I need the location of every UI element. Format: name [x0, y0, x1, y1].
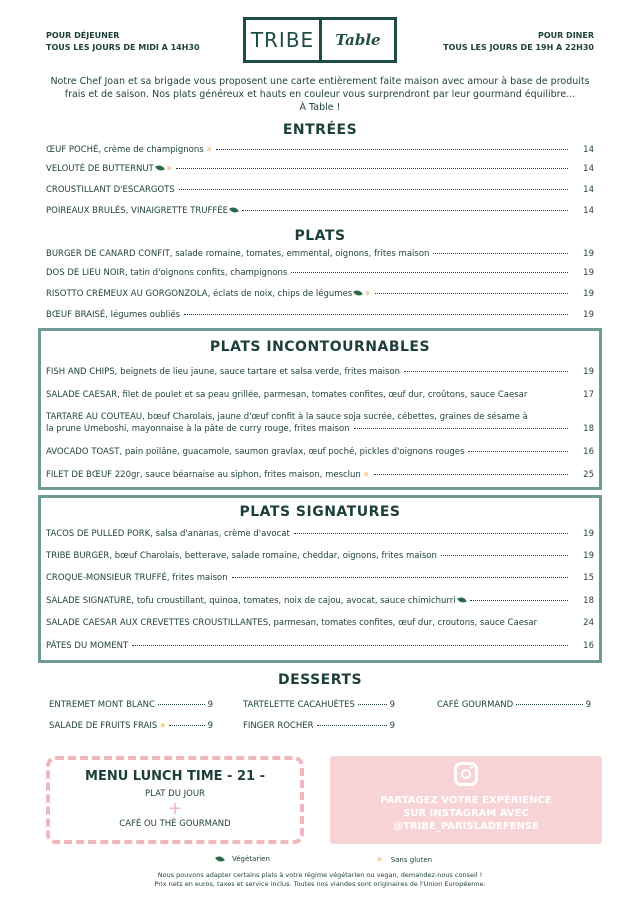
menu-item — [46, 185, 594, 195]
menu-item-price: 25 — [583, 470, 594, 480]
menu-item-text: TARTARE AU COUTEAU, bœuf Charolais, jaune d'œuf confit à la sauce soja sucrée, cébettes, graines de sésame à — [46, 412, 528, 422]
desserts-title: DESSERTS — [277, 672, 363, 688]
instagram-box — [330, 756, 602, 844]
logo-tribe: TRIBE — [246, 20, 322, 60]
legend-vegetarian — [214, 855, 270, 863]
instagram-handle: @TRIBE_PARISLADEFENSE — [393, 821, 539, 832]
menu-item-price: 19 — [583, 268, 594, 278]
dot-leader — [375, 293, 568, 294]
signatures-title: PLATS SIGNATURES — [239, 504, 401, 520]
dessert-price: 9 — [389, 700, 395, 710]
menu-item-price: 19 — [583, 289, 594, 299]
menu-item-text: CROQUE-MONSIEUR TRUFFÉ, frites maison — [46, 573, 228, 583]
dot-leader — [354, 428, 568, 429]
lunch-menu-box — [46, 756, 304, 844]
menu-item-text: BŒUF BRAISÉ, légumes oubliés — [46, 310, 180, 320]
dot-leader — [242, 210, 568, 211]
plats-title: PLATS — [294, 228, 346, 244]
footer-line: Nous pouvons adapter certains plats à votre régime végétarien ou vegan, demandez-nous conseil ! — [157, 871, 483, 879]
menu-item-text: BURGER DE CANARD CONFIT, salade romaine, tomates, emmental, oignons, frites maison — [46, 249, 430, 259]
menu-item — [46, 268, 594, 278]
dot-leader — [541, 622, 568, 623]
instagram-text — [330, 794, 602, 833]
dessert-price: 9 — [585, 700, 591, 710]
menu-item — [46, 411, 594, 435]
intro-line: frais et de saison. Nos plats généreux et hauts en couleur vous surprendront par leur gourmand équilibre... — [64, 89, 576, 100]
dot-leader — [232, 577, 568, 578]
dot-leader — [470, 600, 568, 601]
menu-item — [46, 164, 594, 174]
dessert-item — [437, 700, 591, 710]
dot-leader — [216, 149, 568, 150]
footer-line: Prix nets en euros, taxes et service inclus. Toutes nos viandes sont originaires de l'Union Européenne. — [154, 880, 486, 888]
dessert-item — [49, 721, 213, 731]
menu-item-price: 19 — [583, 249, 594, 259]
menu-item-text: la prune Umeboshi, mayonnaise à la pâte de curry rouge, frites maison — [46, 424, 350, 434]
dessert-item — [49, 700, 213, 710]
gluten-free-icon: ✳ — [205, 145, 213, 154]
menu-item-text: CROUSTILLANT D'ESCARGOTS — [46, 185, 175, 195]
menu-item-text: POIREAUX BRULÉS, VINAIGRETTE TRUFFÉE — [46, 206, 229, 216]
footer-note — [0, 871, 640, 889]
dessert-text: CAFÉ GOURMAND — [437, 700, 514, 710]
dessert-text: ENTREMET MONT BLANC — [49, 700, 155, 710]
dot-leader — [179, 189, 568, 190]
dot-leader — [294, 533, 568, 534]
dot-leader — [132, 645, 568, 646]
menu-item — [46, 447, 594, 457]
dessert-item — [243, 700, 395, 710]
menu-item-price: 14 — [583, 185, 594, 195]
gluten-free-icon: ✳ — [376, 855, 383, 864]
menu-item-price: 19 — [583, 551, 594, 561]
vegetarian-icon — [229, 206, 239, 214]
instagram-line: SUR INSTAGRAM AVEC — [403, 808, 529, 819]
menu-item — [46, 618, 594, 628]
menu-item-text: DOS DE LIEU NOIR, tatin d'oignons confits, champignons — [46, 268, 288, 278]
lunch-menu-line: PLAT DU JOUR — [145, 789, 205, 799]
dessert-price: 9 — [207, 700, 213, 710]
menu-item — [46, 529, 594, 539]
vegetarian-icon — [215, 855, 225, 863]
legend-gluten-free — [374, 855, 432, 864]
menu-item — [46, 390, 594, 400]
menu-item — [46, 641, 594, 651]
menu-item-text: RISOTTO CRÉMEUX AU GORGONZOLA, éclats de noix, chips de légumes — [46, 289, 353, 299]
menu-item — [46, 367, 594, 377]
menu-item-price: 18 — [583, 596, 594, 606]
intro-line: À Table ! — [299, 102, 341, 113]
menu-item-text: PÂTES DU MOMENT — [46, 641, 129, 651]
menu-item-text: AVOCADO TOAST, pain poilâne, guacamole, saumon gravlax, œuf poché, pickles d'oignons rouges — [46, 447, 465, 457]
dot-leader — [358, 704, 387, 705]
menu-item-price: 19 — [583, 310, 594, 320]
lunch-hours-title: POUR DÉJEUNER — [46, 31, 120, 40]
dessert-text: TARTELETTE CACAHUÈTES — [243, 700, 355, 710]
lunch-menu-line: CAFÉ OU THÉ GOURMAND — [119, 819, 231, 829]
dot-leader — [374, 474, 568, 475]
vegetarian-icon — [457, 596, 467, 604]
dot-leader — [317, 725, 387, 726]
menu-item — [46, 310, 594, 320]
intro-text — [40, 75, 600, 114]
gluten-free-icon: ✳ — [159, 721, 167, 730]
menu-item — [46, 596, 594, 606]
menu-item-text: SALADE CAESAR, filet de poulet et sa peau grillée, parmesan, tomates confites, œuf dur, croûtons, sauce Caesar — [46, 390, 528, 400]
menu-item — [46, 206, 594, 216]
menu-item-price: 17 — [583, 390, 594, 400]
dot-leader — [531, 394, 568, 395]
menu-item-price: 24 — [583, 618, 594, 628]
dessert-text: FINGER ROCHER — [243, 721, 314, 731]
entrees-title: ENTRÉES — [282, 122, 358, 138]
dinner-hours — [443, 30, 594, 54]
lunch-menu-title: MENU LUNCH TIME - 21 - — [85, 769, 265, 784]
logo-table: Table — [335, 31, 381, 49]
menu-item-price: 19 — [583, 529, 594, 539]
gluten-free-icon: ✳ — [362, 470, 370, 479]
dot-leader — [169, 725, 205, 726]
dot-leader — [441, 555, 568, 556]
dessert-price: 9 — [389, 721, 395, 731]
gluten-free-icon: ✳ — [165, 164, 173, 173]
menu-item-text: VELOUTÉ DE BUTTERNUT — [46, 164, 154, 174]
menu-item-price: 15 — [583, 573, 594, 583]
dinner-hours-detail: TOUS LES JOURS DE 19H A 22H30 — [443, 43, 594, 52]
menu-item-price: 16 — [583, 641, 594, 651]
dot-leader — [291, 272, 568, 273]
lunch-hours-detail: TOUS LES JOURS DE MIDI A 14H30 — [46, 43, 200, 52]
gluten-free-icon: ✳ — [364, 289, 371, 298]
dot-leader — [184, 314, 568, 315]
menu-item-text: ŒUF POCHÉ, crème de champignons — [46, 145, 204, 155]
dessert-text: SALADE DE FRUITS FRAIS — [49, 721, 158, 731]
menu-item-text: FILET DE BŒUF 220gr, sauce béarnaise au siphon, frites maison, mesclun — [46, 470, 361, 480]
dinner-hours-title: POUR DINER — [537, 31, 594, 40]
tribe-table-logo — [243, 17, 397, 63]
menu-item-line — [46, 423, 594, 435]
dot-leader — [468, 451, 568, 452]
menu-item-text: FISH AND CHIPS, beignets de lieu jaune, sauce tartare et salsa verde, frites maison — [46, 367, 400, 377]
menu-item — [46, 551, 594, 561]
dot-leader — [404, 371, 568, 372]
menu-item — [46, 145, 594, 155]
menu-item-text: TRIBE BURGER, bœuf Charolais, betterave, salade romaine, cheddar, oignons, frites maison — [46, 551, 437, 561]
menu-item-price: 19 — [583, 367, 594, 377]
incontournables-title: PLATS INCONTOURNABLES — [209, 339, 431, 355]
legend-vegetarian-label: Végétarien — [232, 855, 270, 863]
instagram-icon — [454, 762, 478, 786]
menu-item — [46, 470, 594, 480]
menu-item — [46, 289, 594, 299]
intro-line: Notre Chef Joan et sa brigade vous proposent une carte entièrement faite maison avec amour à base de produits — [50, 76, 590, 87]
menu-item — [46, 249, 594, 259]
lunch-hours — [46, 30, 200, 54]
vegetarian-icon — [155, 164, 165, 172]
vegetarian-icon — [353, 289, 363, 297]
menu-item-price: 16 — [583, 447, 594, 457]
plus-sign: + — [167, 798, 183, 819]
instagram-line: PARTAGEZ VOTRE EXPÉRIENCE — [380, 795, 552, 806]
legend-gluten-free-label: Sans gluten — [390, 855, 433, 864]
menu-item-price: 14 — [583, 164, 594, 174]
dot-leader — [516, 704, 582, 705]
menu-item-price: 14 — [583, 206, 594, 216]
menu-item-text: SALADE CAESAR AUX CREVETTES CROUSTILLANTES, parmesan, tomates confites, œuf dur, croutons, sauce Caesar — [46, 618, 538, 628]
dot-leader — [433, 253, 568, 254]
dessert-price: 9 — [207, 721, 213, 731]
menu-item-price: 14 — [583, 145, 594, 155]
menu-item — [46, 573, 594, 583]
menu-item-text: SALADE SIGNATURE, tofu croustillant, quinoa, tomates, noix de cajou, avocat, sauce chimichurri — [46, 596, 456, 606]
dot-leader — [176, 168, 568, 169]
dot-leader — [158, 704, 205, 705]
menu-item-price: 18 — [583, 424, 594, 434]
menu-item-text: TACOS DE PULLED PORK, salsa d'ananas, crème d'avocat — [46, 529, 290, 539]
dessert-item — [243, 721, 395, 731]
